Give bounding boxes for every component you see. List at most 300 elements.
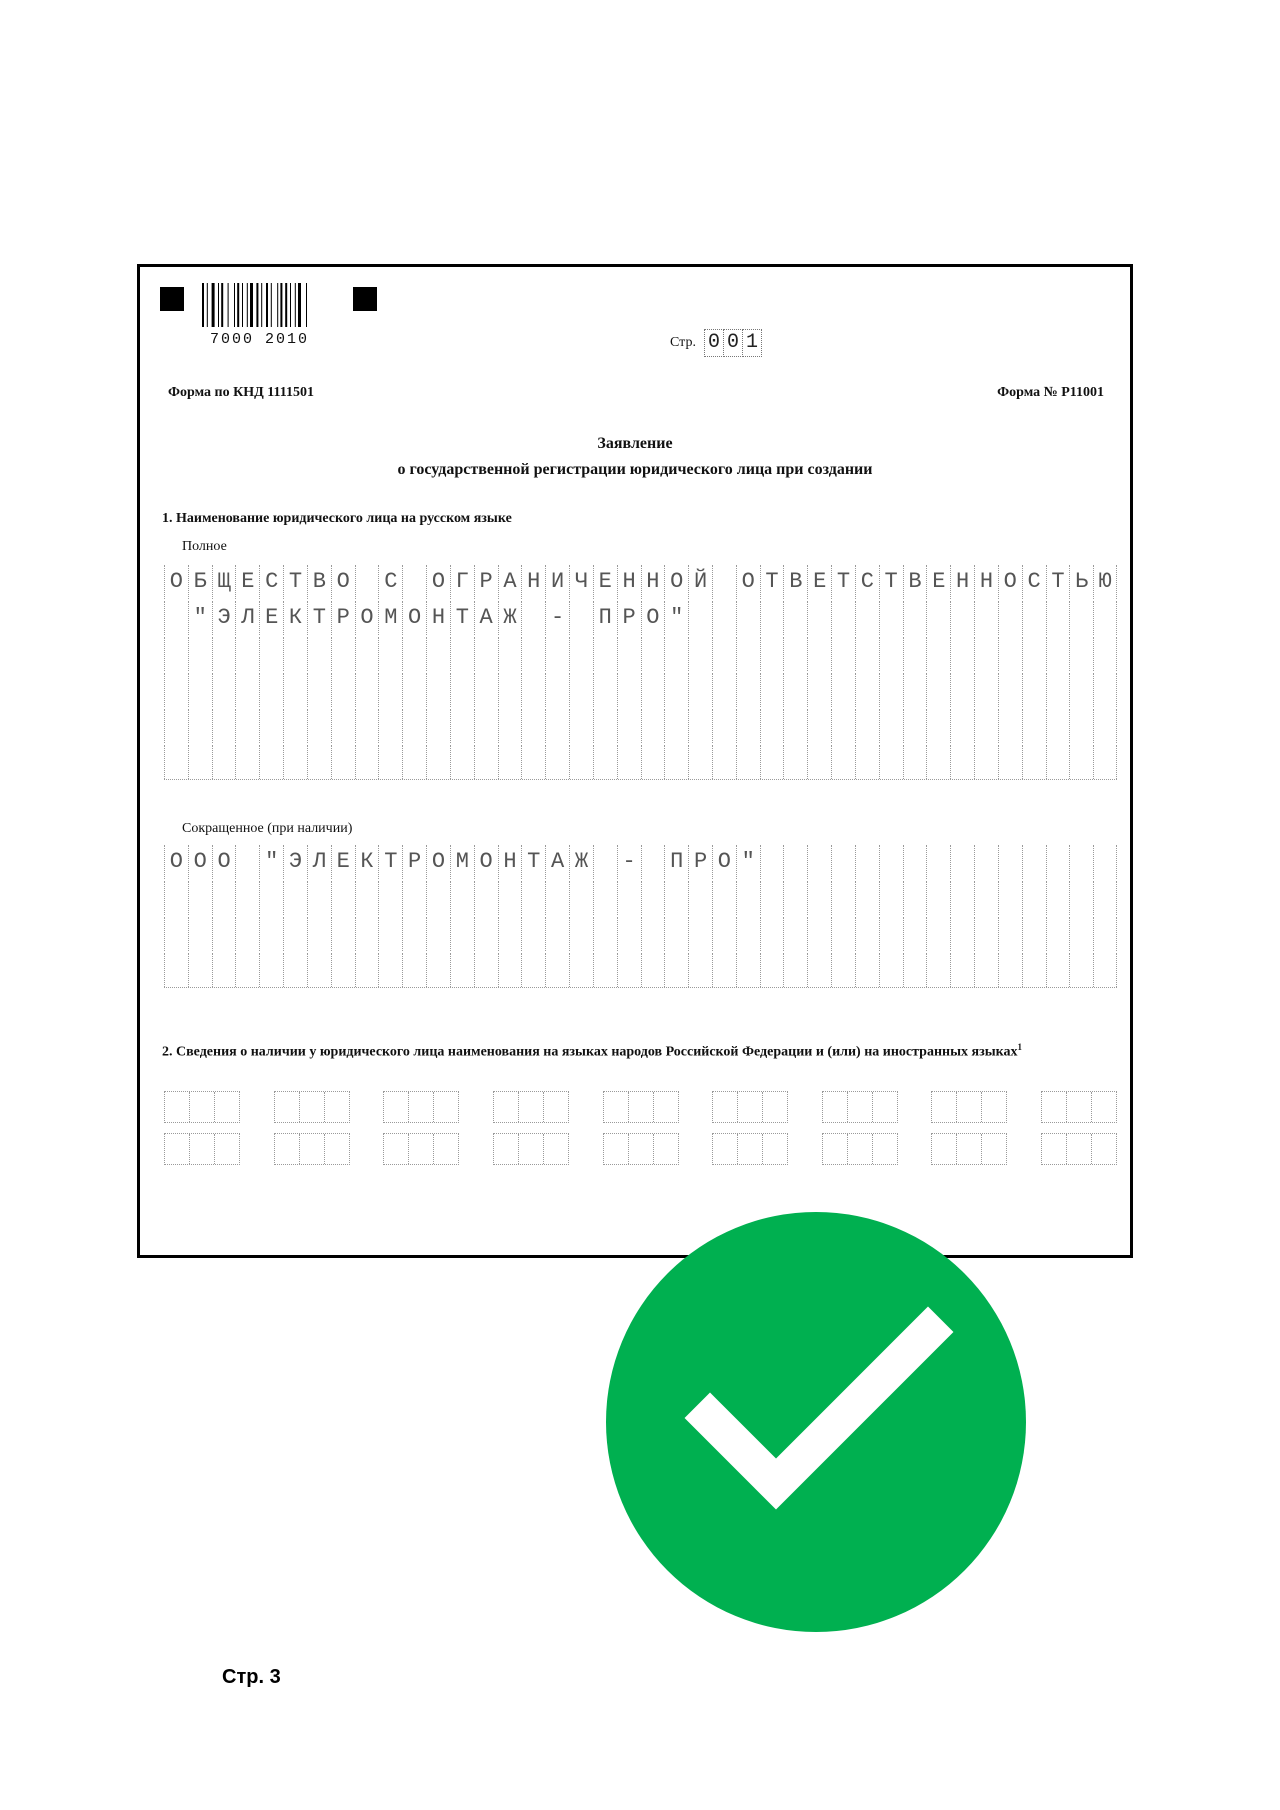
box-cell bbox=[519, 1134, 544, 1164]
char-cell bbox=[617, 881, 641, 915]
char-cell bbox=[1022, 745, 1046, 779]
char-cell bbox=[474, 953, 498, 987]
char-cell bbox=[426, 637, 450, 671]
char-cell bbox=[521, 637, 545, 671]
char-cell bbox=[831, 601, 855, 635]
box-cell bbox=[215, 1092, 239, 1122]
char-cell bbox=[235, 673, 259, 707]
char-cell bbox=[950, 845, 974, 879]
language-code-box bbox=[822, 1133, 898, 1165]
char-cell bbox=[593, 673, 617, 707]
char-cell bbox=[903, 601, 927, 635]
box-cell bbox=[604, 1134, 629, 1164]
char-cell bbox=[1046, 673, 1070, 707]
char-cell bbox=[641, 881, 665, 915]
char-cell: Э bbox=[212, 601, 236, 635]
char-cell bbox=[474, 709, 498, 743]
char-cell bbox=[188, 881, 212, 915]
char-cell bbox=[474, 673, 498, 707]
char-cell bbox=[617, 637, 641, 671]
char-cell bbox=[1093, 709, 1117, 743]
char-cell bbox=[783, 953, 807, 987]
char-cell bbox=[641, 917, 665, 951]
page-digit: 1 bbox=[742, 329, 762, 357]
char-cell bbox=[355, 917, 379, 951]
char-cell bbox=[426, 745, 450, 779]
char-grid-row bbox=[164, 673, 1117, 707]
char-cell bbox=[926, 917, 950, 951]
char-cell bbox=[926, 601, 950, 635]
char-cell bbox=[1069, 673, 1093, 707]
char-cell bbox=[498, 917, 522, 951]
char-cell: Р bbox=[688, 845, 712, 879]
char-cell bbox=[664, 709, 688, 743]
char-cell bbox=[736, 637, 760, 671]
char-cell bbox=[974, 917, 998, 951]
char-cell bbox=[1069, 637, 1093, 671]
char-cell bbox=[569, 709, 593, 743]
char-cell: О bbox=[188, 845, 212, 879]
char-cell bbox=[402, 881, 426, 915]
char-cell bbox=[783, 673, 807, 707]
char-cell bbox=[331, 745, 355, 779]
char-cell bbox=[378, 881, 402, 915]
char-cell bbox=[664, 953, 688, 987]
char-cell bbox=[283, 637, 307, 671]
char-cell bbox=[1046, 601, 1070, 635]
char-cell bbox=[164, 917, 188, 951]
char-cell bbox=[926, 745, 950, 779]
char-cell bbox=[164, 673, 188, 707]
char-cell bbox=[664, 637, 688, 671]
char-cell bbox=[1069, 881, 1093, 915]
char-cell bbox=[641, 845, 665, 879]
char-cell bbox=[831, 673, 855, 707]
char-cell bbox=[188, 953, 212, 987]
char-grid-row bbox=[164, 565, 1117, 599]
char-cell bbox=[998, 637, 1022, 671]
char-cell bbox=[641, 673, 665, 707]
box-cell bbox=[629, 1092, 654, 1122]
char-cell bbox=[688, 953, 712, 987]
section-2-heading bbox=[162, 1037, 1116, 1063]
char-cell bbox=[164, 881, 188, 915]
char-cell bbox=[926, 845, 950, 879]
box-cell bbox=[957, 1134, 982, 1164]
char-cell bbox=[355, 673, 379, 707]
char-cell bbox=[950, 601, 974, 635]
char-cell bbox=[521, 673, 545, 707]
language-box-row bbox=[164, 1133, 1117, 1165]
corner-marker-left bbox=[160, 287, 184, 311]
char-cell bbox=[664, 745, 688, 779]
char-cell bbox=[450, 917, 474, 951]
char-cell bbox=[545, 745, 569, 779]
box-cell bbox=[409, 1092, 434, 1122]
char-cell bbox=[1046, 637, 1070, 671]
char-cell: А bbox=[545, 845, 569, 879]
char-cell bbox=[783, 845, 807, 879]
char-cell bbox=[617, 917, 641, 951]
char-grid-row bbox=[164, 917, 1117, 951]
char-cell bbox=[855, 845, 879, 879]
char-cell bbox=[1022, 637, 1046, 671]
box-cell bbox=[654, 1134, 678, 1164]
char-cell: Н bbox=[950, 565, 974, 599]
char-cell bbox=[450, 709, 474, 743]
char-cell bbox=[783, 601, 807, 635]
language-code-box bbox=[1041, 1133, 1117, 1165]
char-cell bbox=[736, 673, 760, 707]
char-cell bbox=[545, 637, 569, 671]
char-cell bbox=[235, 953, 259, 987]
char-cell bbox=[188, 673, 212, 707]
language-code-box bbox=[603, 1133, 679, 1165]
box-cell bbox=[604, 1092, 629, 1122]
char-cell bbox=[283, 881, 307, 915]
char-cell bbox=[1093, 601, 1117, 635]
char-cell bbox=[593, 637, 617, 671]
char-cell bbox=[450, 745, 474, 779]
char-cell bbox=[569, 745, 593, 779]
box-cell bbox=[275, 1134, 300, 1164]
section-1-heading: 1. Наименование юридического лица на русском языке bbox=[162, 511, 512, 526]
registration-form-page bbox=[137, 264, 1133, 1258]
language-code-box bbox=[1041, 1091, 1117, 1123]
box-cell bbox=[823, 1134, 848, 1164]
char-cell bbox=[1093, 745, 1117, 779]
char-cell bbox=[164, 745, 188, 779]
char-cell: О bbox=[212, 845, 236, 879]
char-cell: Ж bbox=[569, 845, 593, 879]
char-cell bbox=[879, 845, 903, 879]
char-cell: Т bbox=[879, 565, 903, 599]
char-cell bbox=[855, 709, 879, 743]
char-cell bbox=[760, 881, 784, 915]
box-cell bbox=[848, 1092, 873, 1122]
char-cell bbox=[831, 745, 855, 779]
char-cell bbox=[307, 673, 331, 707]
char-cell bbox=[569, 881, 593, 915]
char-cell: Е bbox=[593, 565, 617, 599]
char-cell bbox=[498, 709, 522, 743]
char-grid-row bbox=[164, 953, 1117, 988]
char-cell bbox=[1046, 917, 1070, 951]
char-cell bbox=[807, 709, 831, 743]
char-cell bbox=[331, 709, 355, 743]
char-cell bbox=[1069, 845, 1093, 879]
box-cell bbox=[1042, 1092, 1067, 1122]
language-code-box bbox=[603, 1091, 679, 1123]
box-cell bbox=[325, 1134, 349, 1164]
char-cell bbox=[1093, 845, 1117, 879]
char-cell bbox=[188, 917, 212, 951]
char-cell: Л bbox=[307, 845, 331, 879]
char-cell: Ч bbox=[569, 565, 593, 599]
char-cell bbox=[998, 917, 1022, 951]
char-cell bbox=[641, 745, 665, 779]
char-cell bbox=[212, 953, 236, 987]
section-2-text: 2. Сведения о наличии у юридического лица наименования на языках народов Российской Федерации и (или) на иностранных языках bbox=[162, 1044, 1018, 1060]
char-cell bbox=[164, 637, 188, 671]
char-cell bbox=[259, 673, 283, 707]
char-cell bbox=[974, 881, 998, 915]
char-cell bbox=[188, 637, 212, 671]
char-cell bbox=[498, 673, 522, 707]
box-cell bbox=[982, 1134, 1006, 1164]
box-cell bbox=[932, 1134, 957, 1164]
char-cell bbox=[807, 745, 831, 779]
box-cell bbox=[544, 1134, 568, 1164]
char-cell bbox=[569, 637, 593, 671]
char-cell bbox=[903, 673, 927, 707]
char-cell bbox=[331, 881, 355, 915]
char-cell: Т bbox=[831, 565, 855, 599]
char-cell bbox=[1069, 709, 1093, 743]
char-cell: И bbox=[545, 565, 569, 599]
char-cell bbox=[235, 637, 259, 671]
char-cell: Т bbox=[521, 845, 545, 879]
language-code-box bbox=[383, 1091, 459, 1123]
char-cell bbox=[617, 673, 641, 707]
char-cell bbox=[1022, 709, 1046, 743]
char-cell bbox=[235, 709, 259, 743]
language-code-box bbox=[274, 1133, 350, 1165]
char-cell: С bbox=[378, 565, 402, 599]
char-cell bbox=[760, 745, 784, 779]
char-cell bbox=[402, 745, 426, 779]
char-cell bbox=[807, 673, 831, 707]
box-cell bbox=[384, 1092, 409, 1122]
char-cell: " bbox=[188, 601, 212, 635]
char-cell bbox=[521, 881, 545, 915]
char-cell bbox=[974, 745, 998, 779]
char-cell: Н bbox=[641, 565, 665, 599]
char-cell bbox=[1022, 881, 1046, 915]
page-digit: 0 bbox=[723, 329, 743, 357]
char-cell: Р bbox=[331, 601, 355, 635]
char-cell bbox=[712, 673, 736, 707]
char-cell bbox=[450, 637, 474, 671]
char-cell: О bbox=[426, 565, 450, 599]
char-cell bbox=[593, 745, 617, 779]
char-cell bbox=[355, 565, 379, 599]
footer-page-label: Стр. 3 bbox=[222, 1666, 281, 1688]
char-cell: Е bbox=[331, 845, 355, 879]
char-cell: Ж bbox=[498, 601, 522, 635]
char-cell bbox=[783, 917, 807, 951]
char-cell bbox=[926, 953, 950, 987]
box-cell bbox=[982, 1092, 1006, 1122]
char-cell bbox=[617, 745, 641, 779]
char-cell bbox=[688, 709, 712, 743]
char-cell: Г bbox=[450, 565, 474, 599]
char-cell: " bbox=[736, 845, 760, 879]
char-cell bbox=[712, 881, 736, 915]
char-cell bbox=[879, 953, 903, 987]
box-cell bbox=[215, 1134, 239, 1164]
char-cell bbox=[569, 601, 593, 635]
char-cell bbox=[879, 601, 903, 635]
char-cell bbox=[760, 845, 784, 879]
char-cell bbox=[283, 745, 307, 779]
title-line-2: о государственной регистрации юридического лица при создании bbox=[397, 461, 873, 478]
char-cell bbox=[283, 673, 307, 707]
char-cell bbox=[807, 953, 831, 987]
char-cell bbox=[378, 953, 402, 987]
char-cell: А bbox=[498, 565, 522, 599]
char-cell bbox=[1093, 673, 1117, 707]
char-cell bbox=[712, 953, 736, 987]
char-cell: Н bbox=[498, 845, 522, 879]
char-cell bbox=[783, 709, 807, 743]
box-cell bbox=[738, 1092, 763, 1122]
char-cell: Т bbox=[1046, 565, 1070, 599]
char-cell bbox=[355, 709, 379, 743]
language-code-box bbox=[822, 1091, 898, 1123]
char-cell: О bbox=[164, 845, 188, 879]
char-cell bbox=[1093, 881, 1117, 915]
char-cell: Т bbox=[283, 565, 307, 599]
char-cell: Р bbox=[474, 565, 498, 599]
char-cell bbox=[974, 673, 998, 707]
char-cell: Л bbox=[235, 601, 259, 635]
char-cell: Н bbox=[974, 565, 998, 599]
form-knd-code: Форма по КНД 1111501 bbox=[168, 385, 314, 400]
char-cell: С bbox=[259, 565, 283, 599]
char-cell bbox=[760, 917, 784, 951]
char-cell bbox=[831, 845, 855, 879]
checkmark-circle-icon bbox=[606, 1212, 1026, 1632]
char-cell bbox=[783, 881, 807, 915]
char-cell bbox=[450, 673, 474, 707]
char-cell bbox=[426, 881, 450, 915]
char-cell: О bbox=[355, 601, 379, 635]
barcode-icon bbox=[202, 283, 330, 327]
char-cell bbox=[903, 881, 927, 915]
char-cell: Т bbox=[378, 845, 402, 879]
char-cell bbox=[950, 953, 974, 987]
char-cell bbox=[855, 917, 879, 951]
char-cell: О bbox=[664, 565, 688, 599]
char-cell: Ю bbox=[1093, 565, 1117, 599]
char-cell: Е bbox=[259, 601, 283, 635]
box-cell bbox=[519, 1092, 544, 1122]
char-cell bbox=[1046, 745, 1070, 779]
char-cell bbox=[879, 637, 903, 671]
char-cell: В bbox=[783, 565, 807, 599]
box-cell bbox=[165, 1092, 190, 1122]
char-cell bbox=[807, 637, 831, 671]
char-cell bbox=[998, 845, 1022, 879]
char-cell bbox=[712, 745, 736, 779]
char-cell: О bbox=[426, 845, 450, 879]
char-cell: Б bbox=[188, 565, 212, 599]
char-cell bbox=[498, 637, 522, 671]
char-cell bbox=[212, 745, 236, 779]
char-cell bbox=[617, 709, 641, 743]
char-cell bbox=[736, 709, 760, 743]
char-cell: Й bbox=[688, 565, 712, 599]
char-cell bbox=[402, 917, 426, 951]
char-cell bbox=[355, 881, 379, 915]
char-cell bbox=[736, 745, 760, 779]
box-cell bbox=[654, 1092, 678, 1122]
char-cell bbox=[855, 601, 879, 635]
char-cell bbox=[641, 637, 665, 671]
char-cell bbox=[855, 673, 879, 707]
char-cell bbox=[688, 917, 712, 951]
page-digit: 0 bbox=[704, 329, 724, 357]
char-cell bbox=[760, 953, 784, 987]
char-cell bbox=[1046, 845, 1070, 879]
char-cell bbox=[498, 953, 522, 987]
char-cell bbox=[974, 953, 998, 987]
char-cell bbox=[569, 953, 593, 987]
char-cell: " bbox=[664, 601, 688, 635]
box-cell bbox=[300, 1134, 325, 1164]
box-cell bbox=[434, 1134, 458, 1164]
char-cell bbox=[926, 673, 950, 707]
char-cell bbox=[307, 881, 331, 915]
box-cell bbox=[713, 1134, 738, 1164]
language-code-box bbox=[383, 1133, 459, 1165]
box-cell bbox=[932, 1092, 957, 1122]
char-cell bbox=[903, 637, 927, 671]
char-cell: А bbox=[474, 601, 498, 635]
char-cell bbox=[903, 745, 927, 779]
char-cell bbox=[831, 637, 855, 671]
char-cell bbox=[1046, 953, 1070, 987]
language-code-box bbox=[712, 1091, 788, 1123]
char-cell: П bbox=[593, 601, 617, 635]
char-cell: О bbox=[164, 565, 188, 599]
char-cell bbox=[903, 709, 927, 743]
char-cell bbox=[641, 953, 665, 987]
box-cell bbox=[848, 1134, 873, 1164]
char-cell bbox=[903, 845, 927, 879]
char-cell: Н bbox=[617, 565, 641, 599]
corner-marker-right bbox=[353, 287, 377, 311]
char-cell bbox=[259, 881, 283, 915]
box-cell bbox=[325, 1092, 349, 1122]
char-cell bbox=[474, 637, 498, 671]
box-cell bbox=[409, 1134, 434, 1164]
char-cell bbox=[355, 637, 379, 671]
char-grid-row bbox=[164, 709, 1117, 743]
char-cell bbox=[831, 917, 855, 951]
char-cell bbox=[664, 881, 688, 915]
box-cell bbox=[763, 1092, 787, 1122]
box-cell bbox=[1042, 1134, 1067, 1164]
char-cell bbox=[521, 601, 545, 635]
char-cell: В bbox=[903, 565, 927, 599]
char-cell bbox=[283, 709, 307, 743]
char-cell bbox=[593, 845, 617, 879]
short-name-label: Сокращенное (при наличии) bbox=[182, 821, 353, 836]
char-cell bbox=[402, 673, 426, 707]
char-cell bbox=[1069, 917, 1093, 951]
char-cell: Н bbox=[426, 601, 450, 635]
box-cell bbox=[190, 1134, 215, 1164]
char-cell bbox=[950, 917, 974, 951]
char-cell bbox=[521, 709, 545, 743]
char-cell bbox=[831, 881, 855, 915]
page-number-field bbox=[670, 329, 761, 357]
char-cell bbox=[950, 881, 974, 915]
char-cell bbox=[831, 953, 855, 987]
char-cell bbox=[402, 565, 426, 599]
